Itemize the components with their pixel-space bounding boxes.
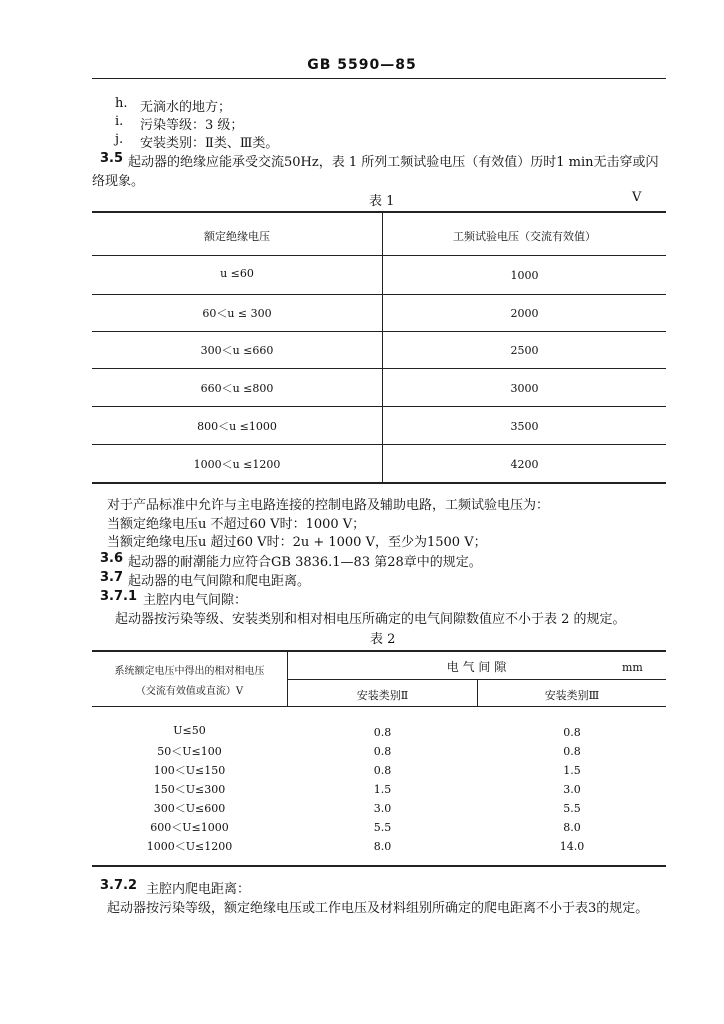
item-h-text: 无滴水的地方； <box>140 100 232 115</box>
table2-cell: 8.0 <box>563 821 581 834</box>
table2-cell: 0.8 <box>373 726 392 739</box>
table2-cell: 1.5 <box>563 764 581 777</box>
section-3-7-1-body: 起动器按污染等级、安装类别和相对相电压所确定的电气间隙数值应不小于表 2 的规定。 <box>115 612 626 627</box>
table2-cell: 5.5 <box>563 802 581 815</box>
table2-header-category-2: 安装类别Ⅱ <box>356 689 409 702</box>
table1-cell: 300＜u ≤660 <box>200 344 274 357</box>
section-3-7-text: 起动器的电气间隙和爬电距离。 <box>128 574 311 589</box>
section-3-5-line1: 起动器的绝缘应能承受交流50Hz，表 1 所列工频试验电压（有效值）历时1 min无击穿或闪 <box>128 155 659 170</box>
table2-cell: 0.8 <box>373 745 392 758</box>
table1-row-divider <box>92 255 666 256</box>
table1-cell: 4200 <box>510 458 539 471</box>
table2-cell: 0.8 <box>563 726 581 739</box>
item-j-label: j. <box>115 132 124 147</box>
table2-top-rule <box>92 650 666 652</box>
table1-row-divider <box>92 406 666 407</box>
table1-caption: 表 1 <box>369 194 395 209</box>
table2-cell: U≤50 <box>173 724 206 737</box>
table2-cell: 0.8 <box>563 745 581 758</box>
table2-cell: 50＜U≤100 <box>157 745 222 758</box>
table1-cell: 2000 <box>510 307 539 320</box>
table2-cell: 150＜U≤300 <box>153 783 226 796</box>
item-i-label: i. <box>115 114 124 129</box>
table1-cell: 3500 <box>510 420 539 433</box>
section-3-7-2-number: 3.7.2 <box>100 878 138 893</box>
header-rule <box>92 78 666 79</box>
section-3-5-number: 3.5 <box>100 151 124 166</box>
table1-cell: 800＜u ≤1000 <box>197 420 277 433</box>
section-3-7-2-body: 起动器按污染等级，额定绝缘电压或工作电压及材料组别所确定的爬电距离不小于表3的规定。 <box>107 901 649 916</box>
table1-bottom-rule <box>92 482 666 484</box>
section-3-7-number: 3.7 <box>100 570 124 585</box>
table2-cell: 1.5 <box>373 783 392 796</box>
table2-unit: mm <box>622 661 643 674</box>
table2-header-rule <box>92 706 666 707</box>
section-3-7-1-text: 主腔内电气间隙： <box>143 593 248 608</box>
table2-header-category-3: 安装类别Ⅲ <box>544 689 600 702</box>
table1-row-divider <box>92 368 666 369</box>
section-3-7-2-text: 主腔内爬电距离： <box>146 882 251 897</box>
paragraph-not-exceed-60v: 当额定绝缘电压u 不超过60 V时：1000 V； <box>107 517 366 532</box>
table2-cell: 0.8 <box>373 764 392 777</box>
table1-header-test-voltage: 工频试验电压（交流有效值） <box>453 230 596 243</box>
table1-header-rated-voltage: 额定绝缘电压 <box>204 230 270 243</box>
section-3-5-line2: 络现象。 <box>92 174 145 189</box>
section-3-6-number: 3.6 <box>100 551 124 566</box>
table1-cell: 1000 <box>510 269 539 282</box>
table2-header-clearance: 电 气 间 隙 <box>446 660 507 674</box>
table2-cell: 3.0 <box>373 802 392 815</box>
table1-cell: u ≤60 <box>220 267 254 280</box>
table2-cell: 3.0 <box>563 783 581 796</box>
table1-row-divider <box>92 294 666 295</box>
table2-cell: 1000＜U≤1200 <box>146 840 233 853</box>
item-i-text: 污染等级：3 级； <box>140 118 244 133</box>
table1-cell: 2500 <box>510 344 539 357</box>
table2-header-voltage-line2: （交流有效值或直流）V <box>135 686 244 697</box>
table2-cell: 5.5 <box>373 821 392 834</box>
section-3-7-1-number: 3.7.1 <box>100 589 138 604</box>
table2-caption: 表 2 <box>370 632 396 647</box>
table2-cell: 8.0 <box>373 840 392 853</box>
paragraph-exceed-60v: 当额定绝缘电压u 超过60 V时：2u + 1000 V，至少为1500 V； <box>107 535 487 550</box>
table2-cell: 14.0 <box>559 840 585 853</box>
item-j-text: 安装类别：Ⅱ类、Ⅲ类。 <box>140 136 279 151</box>
table1-cell: 660＜u ≤800 <box>200 382 274 395</box>
table1-top-rule <box>92 211 666 213</box>
table2-cell: 100＜U≤150 <box>153 764 226 777</box>
table2-header-voltage-line1: 系统额定电压中得出的相对相电压 <box>114 666 265 677</box>
table2-bottom-rule <box>92 865 666 867</box>
item-h-label: h. <box>115 96 128 111</box>
table2-cell: 600＜U≤1000 <box>150 821 229 834</box>
paragraph-control-circuit: 对于产品标准中允许与主电路连接的控制电路及辅助电路，工频试验电压为： <box>107 498 550 513</box>
table1-cell: 60＜u ≤ 300 <box>202 307 272 320</box>
table2-cell: 300＜U≤600 <box>153 802 226 815</box>
table1-cell: 3000 <box>510 382 539 395</box>
page-header: GB 5590—85 <box>307 57 417 73</box>
table1-unit: V <box>632 190 642 205</box>
table1-row-divider <box>92 331 666 332</box>
table1-row-divider <box>92 444 666 445</box>
table1-cell: 1000＜u ≤1200 <box>193 458 281 471</box>
section-3-6-text: 起动器的耐潮能力应符合GB 3836.1—83 第28章中的规定。 <box>128 555 482 570</box>
